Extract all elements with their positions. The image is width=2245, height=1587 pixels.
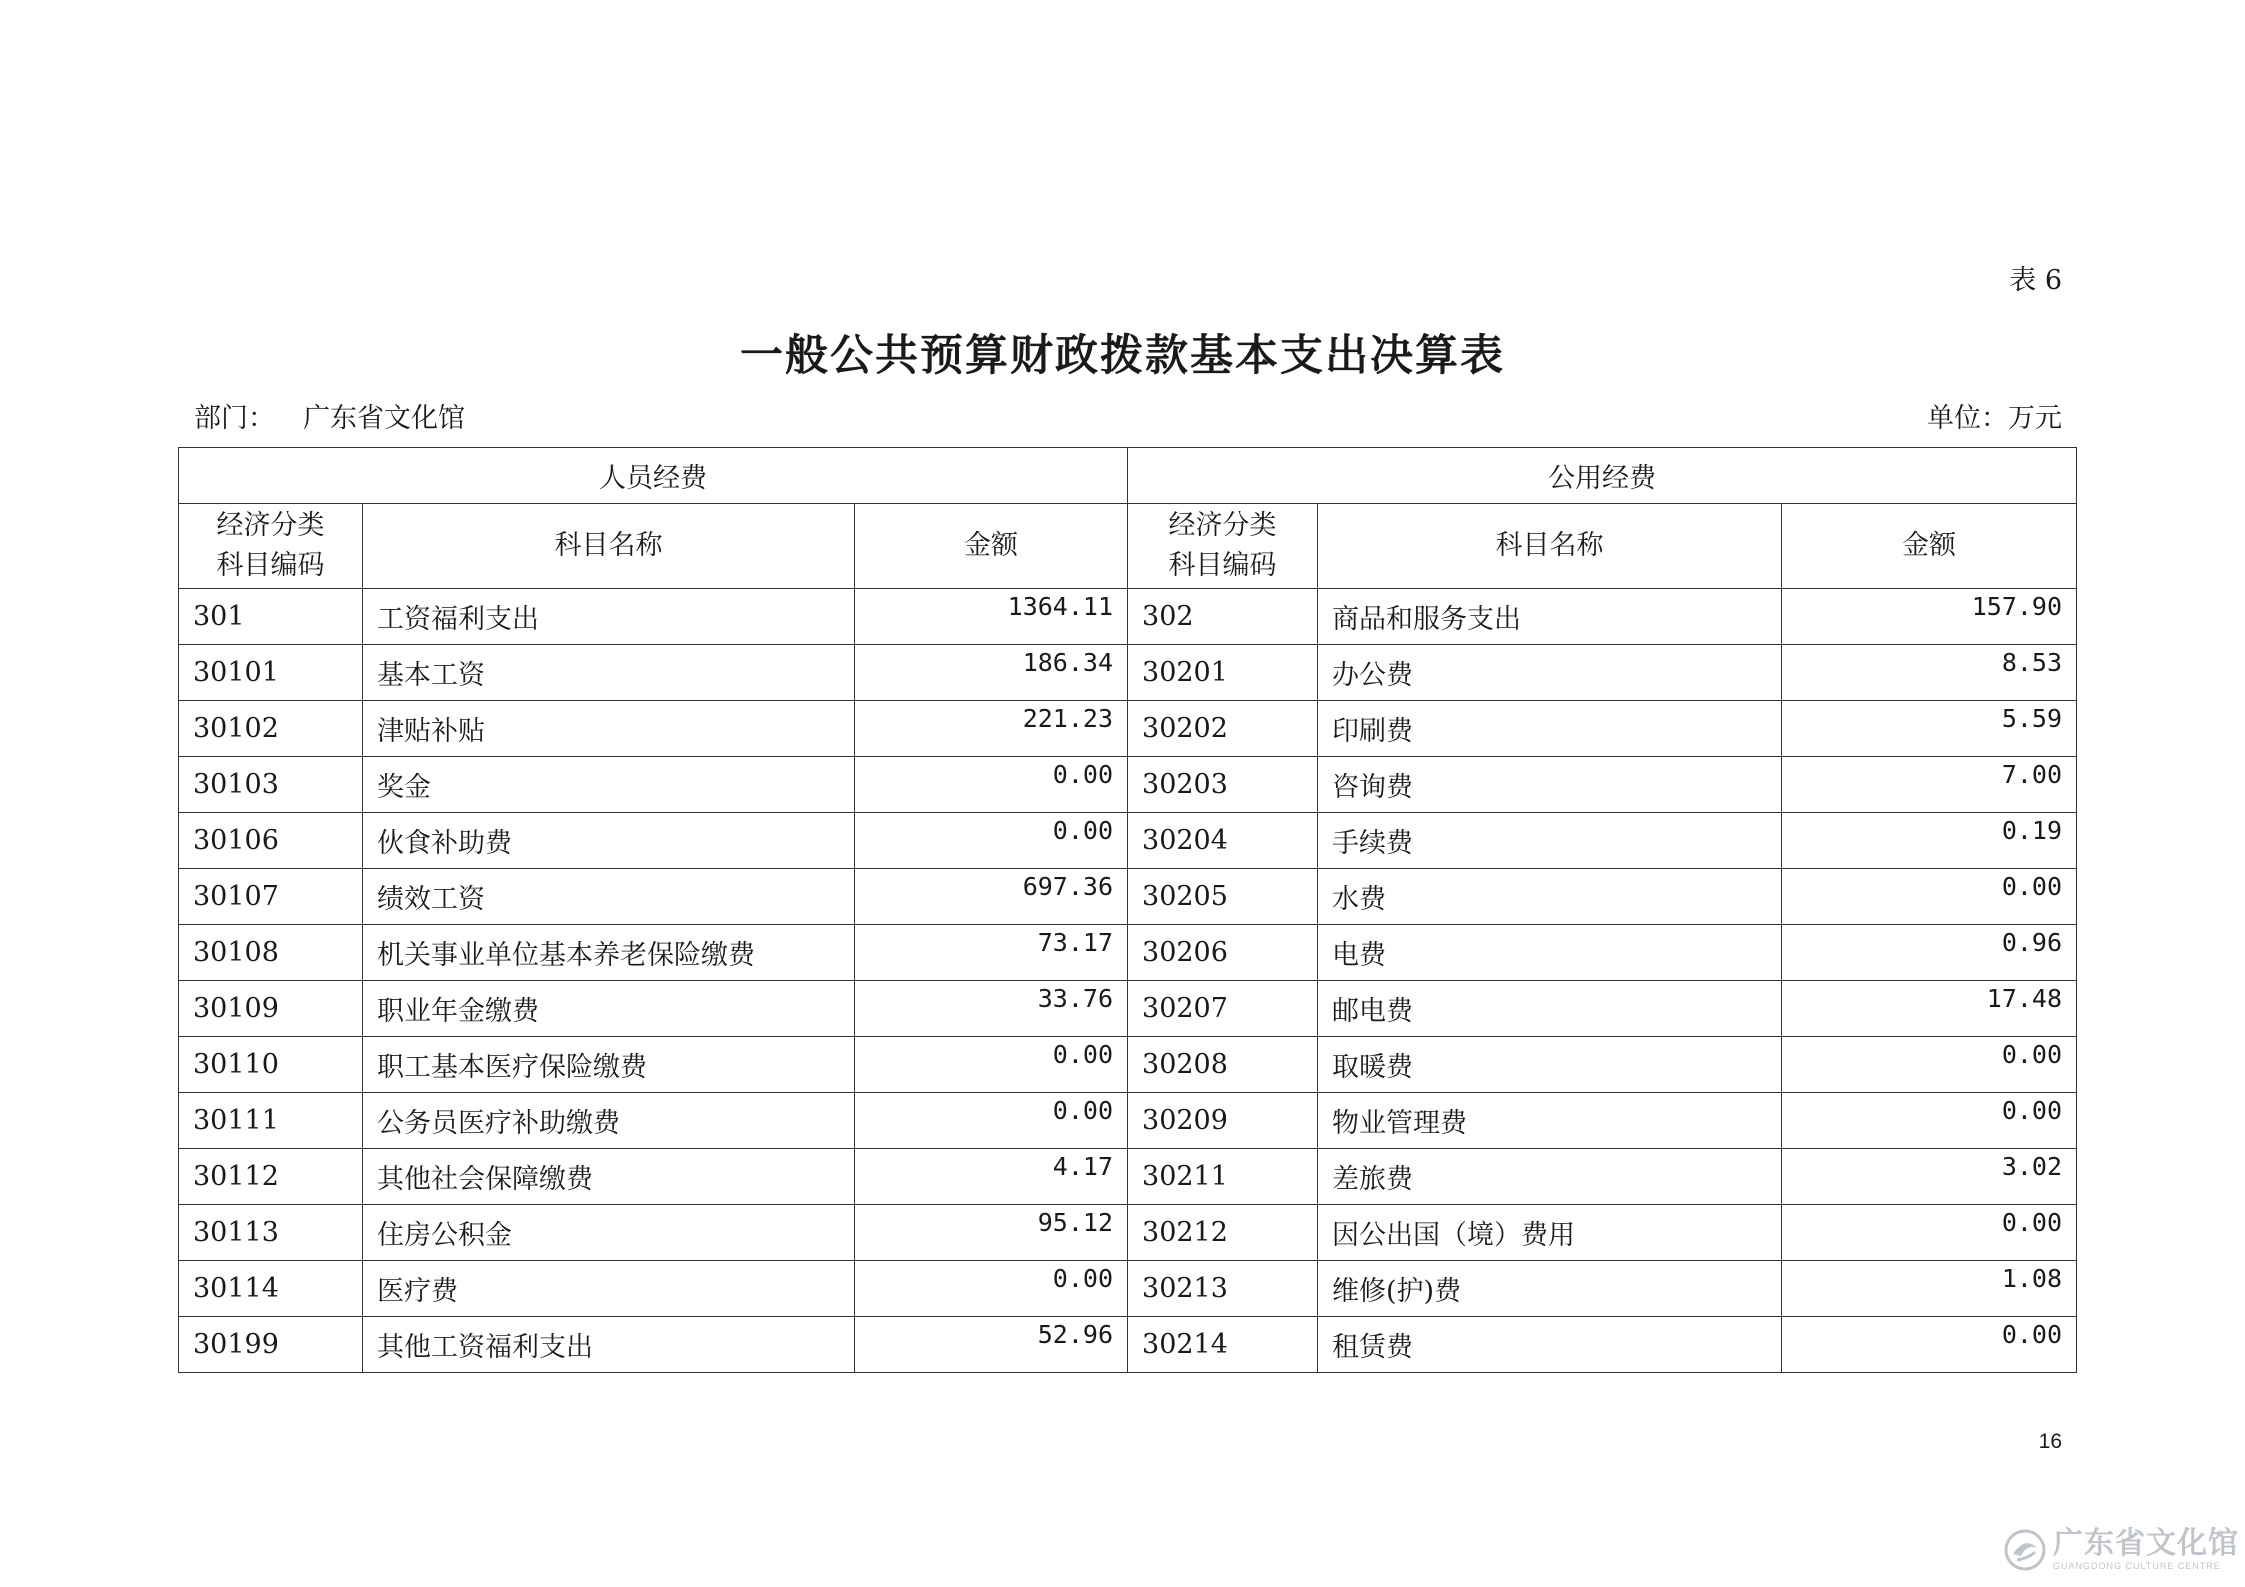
- right-amount-cell: 8.53: [1782, 645, 2077, 701]
- right-amount-cell: 0.19: [1782, 813, 2077, 869]
- department-label: 部门：: [194, 403, 275, 434]
- left-code-cell: 30112: [179, 1149, 363, 1205]
- right-amount-cell: 17.48: [1782, 981, 2077, 1037]
- left-name-cell: 基本工资: [363, 645, 855, 701]
- left-code-cell: 30110: [179, 1037, 363, 1093]
- left-code-cell: 30107: [179, 869, 363, 925]
- table-row: [179, 757, 2077, 813]
- right-amount-cell: 3.02: [1782, 1149, 2077, 1205]
- col-code-left: 经济分类 科目编码: [179, 504, 363, 589]
- left-amount-cell: 0.00: [855, 813, 1128, 869]
- right-code-cell: 30204: [1128, 813, 1318, 869]
- left-code-cell: 30199: [179, 1317, 363, 1373]
- left-amount-cell: 33.76: [855, 981, 1128, 1037]
- right-name-cell: 手续费: [1318, 813, 1782, 869]
- table-row: [179, 589, 2077, 645]
- right-name-cell: 商品和服务支出: [1318, 589, 1782, 645]
- watermark-text-zh: 广东省文化馆: [2053, 1526, 2239, 1561]
- right-amount-cell: 0.00: [1782, 1037, 2077, 1093]
- right-code-cell: 30212: [1128, 1205, 1318, 1261]
- right-code-cell: 30206: [1128, 925, 1318, 981]
- culture-centre-logo-icon: [2003, 1528, 2047, 1572]
- table-row: [179, 813, 2077, 869]
- col-name-right: 科目名称: [1318, 504, 1782, 589]
- left-amount-cell: 0.00: [855, 757, 1128, 813]
- table-number: 表 6: [2009, 265, 2062, 296]
- right-amount-cell: 0.96: [1782, 925, 2077, 981]
- table-row: [179, 1261, 2077, 1317]
- right-amount-cell: 7.00: [1782, 757, 2077, 813]
- table-row: [179, 925, 2077, 981]
- left-name-cell: 其他工资福利支出: [363, 1317, 855, 1373]
- left-name-cell: 奖金: [363, 757, 855, 813]
- right-code-cell: 30201: [1128, 645, 1318, 701]
- col-code-right: 经济分类 科目编码: [1128, 504, 1318, 589]
- left-amount-cell: 4.17: [855, 1149, 1128, 1205]
- watermark-text-en: GUANGDONG CULTURE CENTRE: [2053, 1561, 2221, 1571]
- group-public: 公用经费: [1128, 448, 2077, 504]
- left-name-cell: 医疗费: [363, 1261, 855, 1317]
- page-title: 一般公共预算财政拨款基本支出决算表: [740, 331, 1505, 381]
- right-amount-cell: 157.90: [1782, 589, 2077, 645]
- right-code-cell: 30207: [1128, 981, 1318, 1037]
- left-code-cell: 30113: [179, 1205, 363, 1261]
- page-number: 16: [2038, 1430, 2062, 1453]
- left-amount-cell: 95.12: [855, 1205, 1128, 1261]
- left-name-cell: 津贴补贴: [363, 701, 855, 757]
- right-code-cell: 30211: [1128, 1149, 1318, 1205]
- right-name-cell: 取暖费: [1318, 1037, 1782, 1093]
- watermark-logo: [2003, 1528, 2239, 1572]
- table-row: [179, 701, 2077, 757]
- right-amount-cell: 0.00: [1782, 1093, 2077, 1149]
- left-name-cell: 伙食补助费: [363, 813, 855, 869]
- left-amount-cell: 0.00: [855, 1037, 1128, 1093]
- left-name-cell: 绩效工资: [363, 869, 855, 925]
- right-code-cell: 30202: [1128, 701, 1318, 757]
- group-header-row: [179, 448, 2077, 504]
- table-row: [179, 1149, 2077, 1205]
- left-amount-cell: 221.23: [855, 701, 1128, 757]
- group-personnel: 人员经费: [179, 448, 1128, 504]
- right-amount-cell: 0.00: [1782, 869, 2077, 925]
- right-name-cell: 物业管理费: [1318, 1093, 1782, 1149]
- left-amount-cell: 0.00: [855, 1261, 1128, 1317]
- left-name-cell: 机关事业单位基本养老保险缴费: [363, 925, 855, 981]
- table-row: [179, 1317, 2077, 1373]
- col-amount-right: 金额: [1782, 504, 2077, 589]
- right-code-cell: 30203: [1128, 757, 1318, 813]
- left-amount-cell: 0.00: [855, 1093, 1128, 1149]
- left-name-cell: 工资福利支出: [363, 589, 855, 645]
- right-name-cell: 邮电费: [1318, 981, 1782, 1037]
- left-code-cell: 30111: [179, 1093, 363, 1149]
- right-name-cell: 咨询费: [1318, 757, 1782, 813]
- right-name-cell: 电费: [1318, 925, 1782, 981]
- left-code-cell: 30114: [179, 1261, 363, 1317]
- left-code-cell: 30103: [179, 757, 363, 813]
- right-name-cell: 办公费: [1318, 645, 1782, 701]
- table-row: [179, 981, 2077, 1037]
- left-amount-cell: 52.96: [855, 1317, 1128, 1373]
- right-amount-cell: 0.00: [1782, 1317, 2077, 1373]
- right-amount-cell: 5.59: [1782, 701, 2077, 757]
- right-code-cell: 30213: [1128, 1261, 1318, 1317]
- right-name-cell: 印刷费: [1318, 701, 1782, 757]
- right-code-cell: 30214: [1128, 1317, 1318, 1373]
- right-code-cell: 30209: [1128, 1093, 1318, 1149]
- left-amount-cell: 1364.11: [855, 589, 1128, 645]
- left-name-cell: 公务员医疗补助缴费: [363, 1093, 855, 1149]
- table-row: [179, 1037, 2077, 1093]
- left-code-cell: 30106: [179, 813, 363, 869]
- department-name: 广东省文化馆: [303, 403, 465, 434]
- table-row: [179, 869, 2077, 925]
- unit-label: 单位：万元: [1927, 403, 2062, 434]
- right-code-cell: 302: [1128, 589, 1318, 645]
- right-name-cell: 租赁费: [1318, 1317, 1782, 1373]
- left-name-cell: 其他社会保障缴费: [363, 1149, 855, 1205]
- left-code-cell: 30108: [179, 925, 363, 981]
- table-row: [179, 1205, 2077, 1261]
- left-code-cell: 30101: [179, 645, 363, 701]
- left-code-cell: 301: [179, 589, 363, 645]
- right-name-cell: 因公出国（境）费用: [1318, 1205, 1782, 1261]
- right-amount-cell: 1.08: [1782, 1261, 2077, 1317]
- col-amount-left: 金额: [855, 504, 1128, 589]
- right-name-cell: 差旅费: [1318, 1149, 1782, 1205]
- col-name-left: 科目名称: [363, 504, 855, 589]
- left-amount-cell: 186.34: [855, 645, 1128, 701]
- left-amount-cell: 697.36: [855, 869, 1128, 925]
- right-code-cell: 30205: [1128, 869, 1318, 925]
- right-name-cell: 水费: [1318, 869, 1782, 925]
- left-name-cell: 职业年金缴费: [363, 981, 855, 1037]
- left-name-cell: 职工基本医疗保险缴费: [363, 1037, 855, 1093]
- left-amount-cell: 73.17: [855, 925, 1128, 981]
- right-name-cell: 维修(护)费: [1318, 1261, 1782, 1317]
- right-amount-cell: 0.00: [1782, 1205, 2077, 1261]
- left-name-cell: 住房公积金: [363, 1205, 855, 1261]
- table-row: [179, 645, 2077, 701]
- left-code-cell: 30109: [179, 981, 363, 1037]
- department: [194, 396, 465, 435]
- column-header-row: [179, 504, 2077, 589]
- right-code-cell: 30208: [1128, 1037, 1318, 1093]
- table-row: [179, 1093, 2077, 1149]
- expenditure-table: [178, 447, 2077, 1373]
- left-code-cell: 30102: [179, 701, 363, 757]
